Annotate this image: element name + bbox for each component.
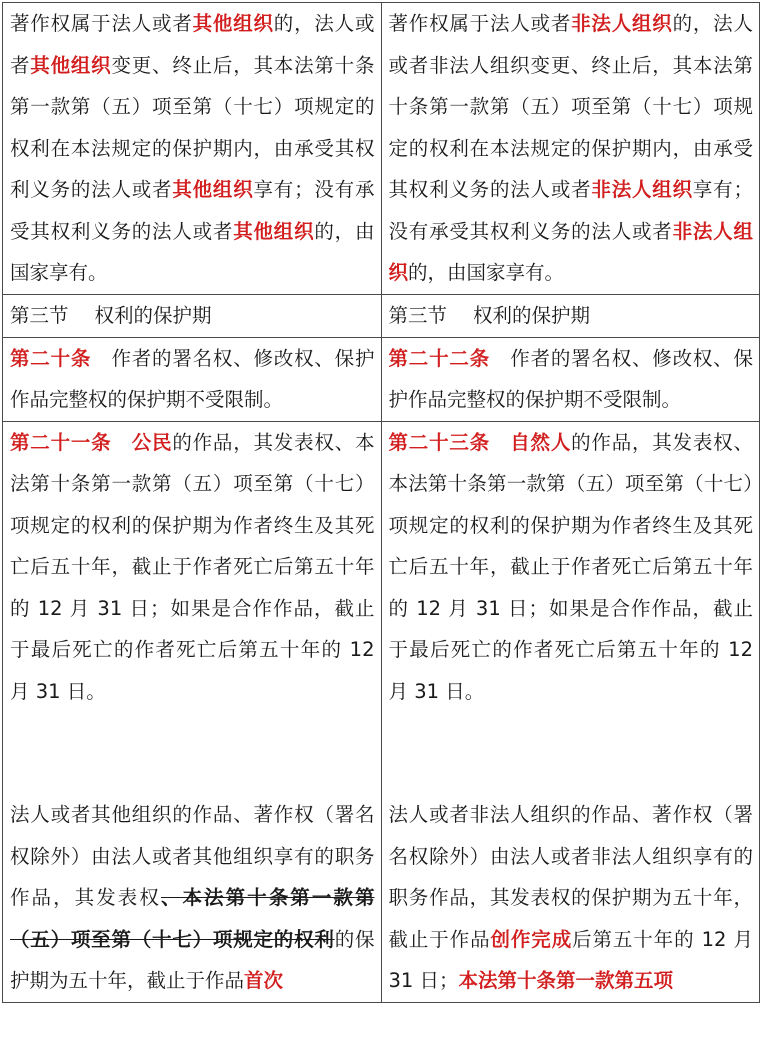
article-number: 第二十一条 xyxy=(10,430,112,454)
cell-text: 享有；没有承受其权利义务的法人或者 xyxy=(388,178,753,243)
highlight-text: 非法人组织 xyxy=(571,12,673,35)
section-title: 权利的保护期 xyxy=(94,303,212,327)
cell-text: 著作权属于法人或者 xyxy=(10,12,193,35)
cell-text: 后第五十年的 12 月 31 日； xyxy=(388,927,753,992)
section-number: 第三节 xyxy=(10,303,69,327)
table-row xyxy=(3,421,760,1002)
new-law-cell xyxy=(381,337,760,421)
old-law-cell xyxy=(3,294,382,337)
old-law-cell xyxy=(3,3,382,295)
cell-text: 变更、终止后，其本法第十条第一款第（五）项至第（十七）项规定的权利在本法规定的保护期内，由承受其权利义务的法人或者 xyxy=(10,53,375,201)
new-law-cell xyxy=(381,294,760,337)
article-number: 第二十二条 xyxy=(388,346,490,370)
cell-text: 作者的署名权、修改权、保护作品完整权的保护期不受限制。 xyxy=(388,346,753,411)
cell-text: 的，由国家享有。 xyxy=(408,261,565,284)
cell-text: 作者的署名权、修改权、保护作品完整权的保护期不受限制。 xyxy=(10,346,375,411)
highlight-text: 其他组织 xyxy=(30,53,112,77)
old-law-cell xyxy=(3,421,382,1002)
section-title: 权利的保护期 xyxy=(473,303,591,327)
highlight-text: 非法人组织 xyxy=(388,219,753,284)
table-row xyxy=(3,3,760,295)
section-heading-row xyxy=(3,294,760,337)
new-law-cell xyxy=(381,421,760,1002)
cell-text: 的，法人或者 xyxy=(10,12,375,77)
cell-text: 法人或者其他组织的作品、著作权（署名权除外）由法人或者其他组织享有的职务作品，其发表权 xyxy=(10,803,375,909)
comparison-table xyxy=(2,2,760,1003)
cell-text: 的保护期为五十年，截止于作品 xyxy=(10,927,375,992)
highlight-text: 创作完成 xyxy=(490,927,573,951)
highlight-text: 本法第十条第一款第五项 xyxy=(458,969,674,992)
cell-text: 享有；没有承受其权利义务的法人或者 xyxy=(10,178,375,243)
highlight-text: 公民 xyxy=(130,430,173,454)
deleted-text: 、本法第十条第一款第（五）项至第（十七）项规定的权利 xyxy=(10,886,375,951)
highlight-text: 其他组织 xyxy=(172,178,254,201)
highlight-text: 其他组织 xyxy=(233,219,315,243)
cell-text: 的，由国家享有。 xyxy=(10,219,375,284)
cell-text: 的作品，其发表权、本法第十条第一款第（五）项至第（十七）项规定的权利的保护期为作者终生及其死亡后五十年，截止于作者死亡后第五十年的 12 月 31 日；如果是合作作品，截止于最后死亡的作者死亡后第五十年的 12 月 31 日。 xyxy=(388,430,753,703)
old-law-cell xyxy=(3,337,382,421)
highlight-text: 首次 xyxy=(244,969,284,992)
highlight-text: 其他组织 xyxy=(192,12,274,35)
cell-text: 法人或者非法人组织的作品、著作权（署名权除外）由法人或者非法人组织享有的职务作品，其发表权的保护期为五十年，截止于作品 xyxy=(388,803,753,951)
cell-text: 的，法人或者非法人组织变更、终止后，其本法第十条第一款第（五）项至第（十七）项规定的权利在本法规定的保护期内，由承受其权利义务的法人或者 xyxy=(388,12,753,201)
article-number: 第二十条 xyxy=(10,346,92,370)
highlight-text: 自然人 xyxy=(509,430,572,454)
section-number: 第三节 xyxy=(388,303,448,327)
article-number: 第二十三条 xyxy=(388,430,490,454)
highlight-text: 非法人组织 xyxy=(591,178,693,201)
cell-text: 的作品，其发表权、本法第十条第一款第（五）项至第（十七）项规定的权利的保护期为作者终生及其死亡后五十年，截止于作者死亡后第五十年的 12 月 31 日；如果是合作作品，截止于最后死亡的作者死亡后第五十年的 12 月 31 日。 xyxy=(10,430,375,703)
new-law-cell xyxy=(381,3,760,295)
table-row xyxy=(3,337,760,421)
cell-text: 著作权属于法人或者 xyxy=(388,12,572,35)
